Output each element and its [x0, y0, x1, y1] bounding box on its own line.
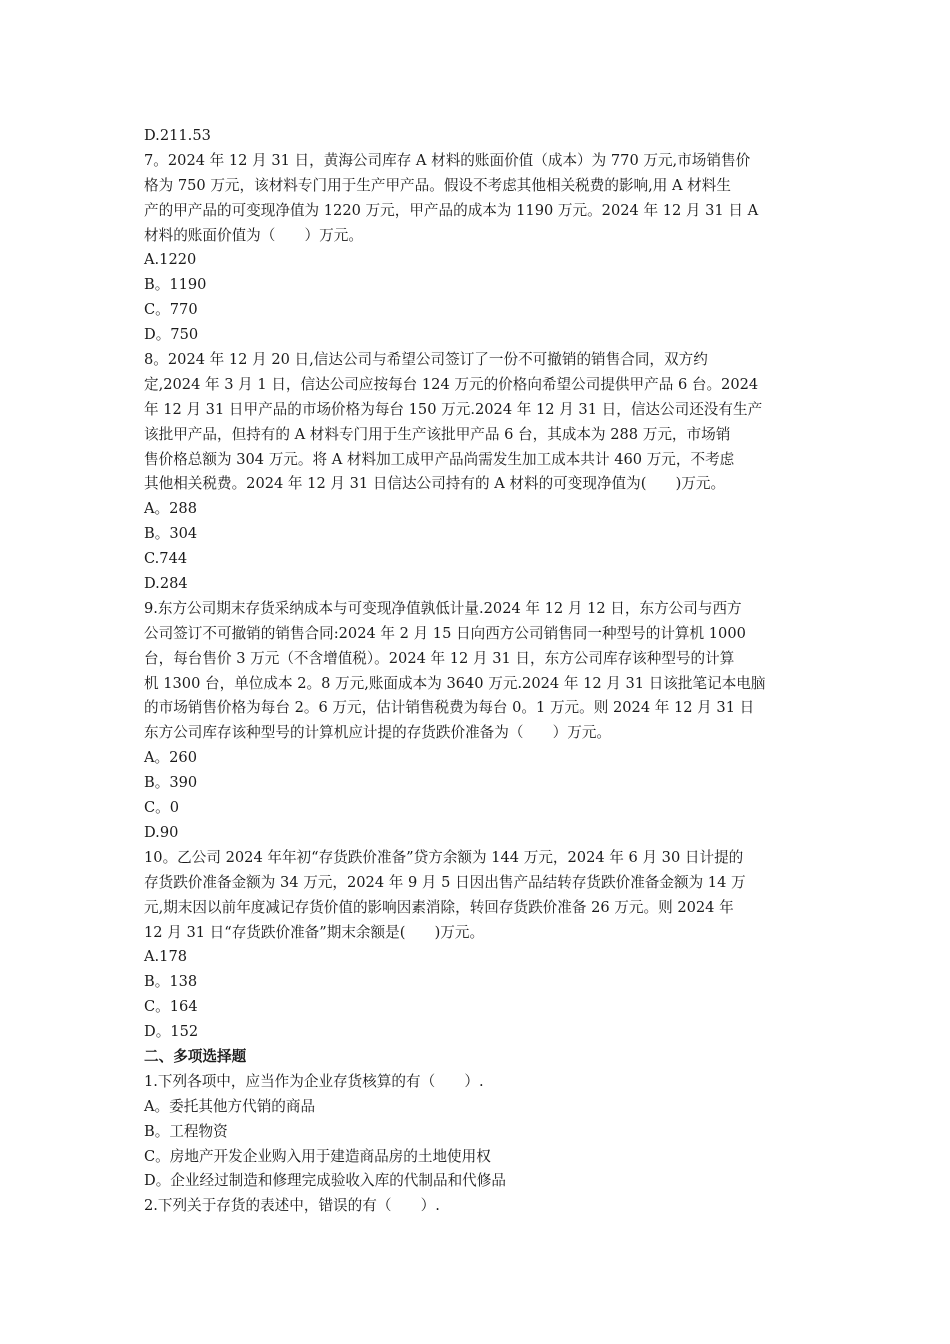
answer-option: A.1220 [144, 251, 197, 269]
answer-option: C.744 [144, 550, 188, 568]
question-text-line: 格为 750 万元，该材料专门用于生产甲产品。假设不考虑其他相关税费的影响,用 A 材料生 [144, 176, 731, 194]
answer-option: B。304 [144, 525, 198, 543]
question-text-line: 售价格总额为 304 万元。将 A 材料加工成甲产品尚需发生加工成本共计 460 万元，不考虑 [144, 450, 735, 468]
answer-option: C。房地产开发企业购入用于建造商品房的土地使用权 [144, 1147, 491, 1165]
question-text-line: 机 1300 台，单位成本 2。8 万元,账面成本为 3640 万元.2024 年 12 月 31 日该批笔记本电脑 [144, 674, 766, 692]
answer-option: C。0 [144, 799, 180, 817]
question-text-line: 12 月 31 日“存货跌价准备”期末余额是( )万元。 [144, 923, 485, 941]
question-text-line: 2.下列关于存货的表述中，错误的有（ ）. [144, 1197, 440, 1215]
question-text-line: 7。2024 年 12 月 31 日，黄海公司库存 A 材料的账面价值（成本）为 770 万元,市场销售价 [144, 151, 751, 169]
question-text-line: 该批甲产品，但持有的 A 材料专门用于生产该批甲产品 6 台，其成本为 288 万元，市场销 [144, 425, 731, 443]
answer-option: D.284 [144, 575, 188, 593]
answer-option: B。138 [144, 973, 198, 991]
answer-option: B。390 [144, 774, 198, 792]
document-page [144, 124, 814, 1219]
answer-option: C。164 [144, 998, 198, 1016]
question-text-line: 元,期末因以前年度减记存货价值的影响因素消除，转回存货跌价准备 26 万元。则 2024 年 [144, 898, 734, 916]
answer-option: B。1190 [144, 276, 207, 294]
answer-option: A。288 [144, 500, 197, 518]
answer-option: A。260 [144, 749, 197, 767]
question-text-line: 的市场销售价格为每台 2。6 万元，估计销售税费为每台 0。1 万元。则 2024 年 12 月 31 日 [144, 699, 755, 717]
question-text-line: 1.下列各项中，应当作为企业存货核算的有（ ）. [144, 1072, 484, 1090]
question-text-line: 台，每台售价 3 万元（不含增值税）。2024 年 12 月 31 日，东方公司库存该种型号的计算 [144, 649, 735, 667]
question-text-line: 定,2024 年 3 月 1 日，信达公司应按每台 124 万元的价格向希望公司提供甲产品 6 台。2024 [144, 375, 759, 393]
answer-option: A。委托其他方代销的商品 [144, 1097, 316, 1115]
question-text-line: 其他相关税费。2024 年 12 月 31 日信达公司持有的 A 材料的可变现净值为( )万元。 [144, 475, 726, 493]
question-text-line: 10。乙公司 2024 年年初“存货跌价准备”贷方余额为 144 万元，2024 年 6 月 30 日计提的 [144, 848, 744, 866]
answer-option: D。750 [144, 326, 199, 344]
section-heading: 二、多项选择题 [144, 1047, 247, 1065]
question-text-line: 材料的账面价值为（ ）万元。 [144, 226, 363, 244]
answer-option: D。152 [144, 1023, 199, 1041]
answer-option: D。企业经过制造和修理完成验收入库的代制品和代修品 [144, 1172, 506, 1190]
answer-option: D.90 [144, 823, 179, 841]
question-text-line: 东方公司库存该种型号的计算机应计提的存货跌价准备为（ ）万元。 [144, 724, 612, 742]
question-text-line: 9.东方公司期末存货采纳成本与可变现净值孰低计量.2024 年 12 月 12 日，东方公司与西方 [144, 599, 742, 617]
answer-option: A.178 [144, 948, 188, 966]
answer-option: B。工程物资 [144, 1122, 228, 1140]
answer-option: D.211.53 [144, 127, 211, 144]
answer-option: C。770 [144, 301, 198, 319]
question-text-line: 8。2024 年 12 月 20 日,信达公司与希望公司签订了一份不可撤销的销售合同，双方约 [144, 351, 708, 369]
question-text-line: 存货跌价准备金额为 34 万元，2024 年 9 月 5 日因出售产品结转存货跌价准备金额为 14 万 [144, 873, 746, 891]
question-text-line: 年 12 月 31 日甲产品的市场价格为每台 150 万元.2024 年 12 月 31 日，信达公司还没有生产 [144, 400, 763, 418]
question-text-line: 产的甲产品的可变现净值为 1220 万元，甲产品的成本为 1190 万元。2024 年 12 月 31 日 A [144, 201, 759, 219]
question-text-line: 公司签订不可撤销的销售合同:2024 年 2 月 15 日向西方公司销售同一种型号的计算机 1000 [144, 624, 746, 642]
